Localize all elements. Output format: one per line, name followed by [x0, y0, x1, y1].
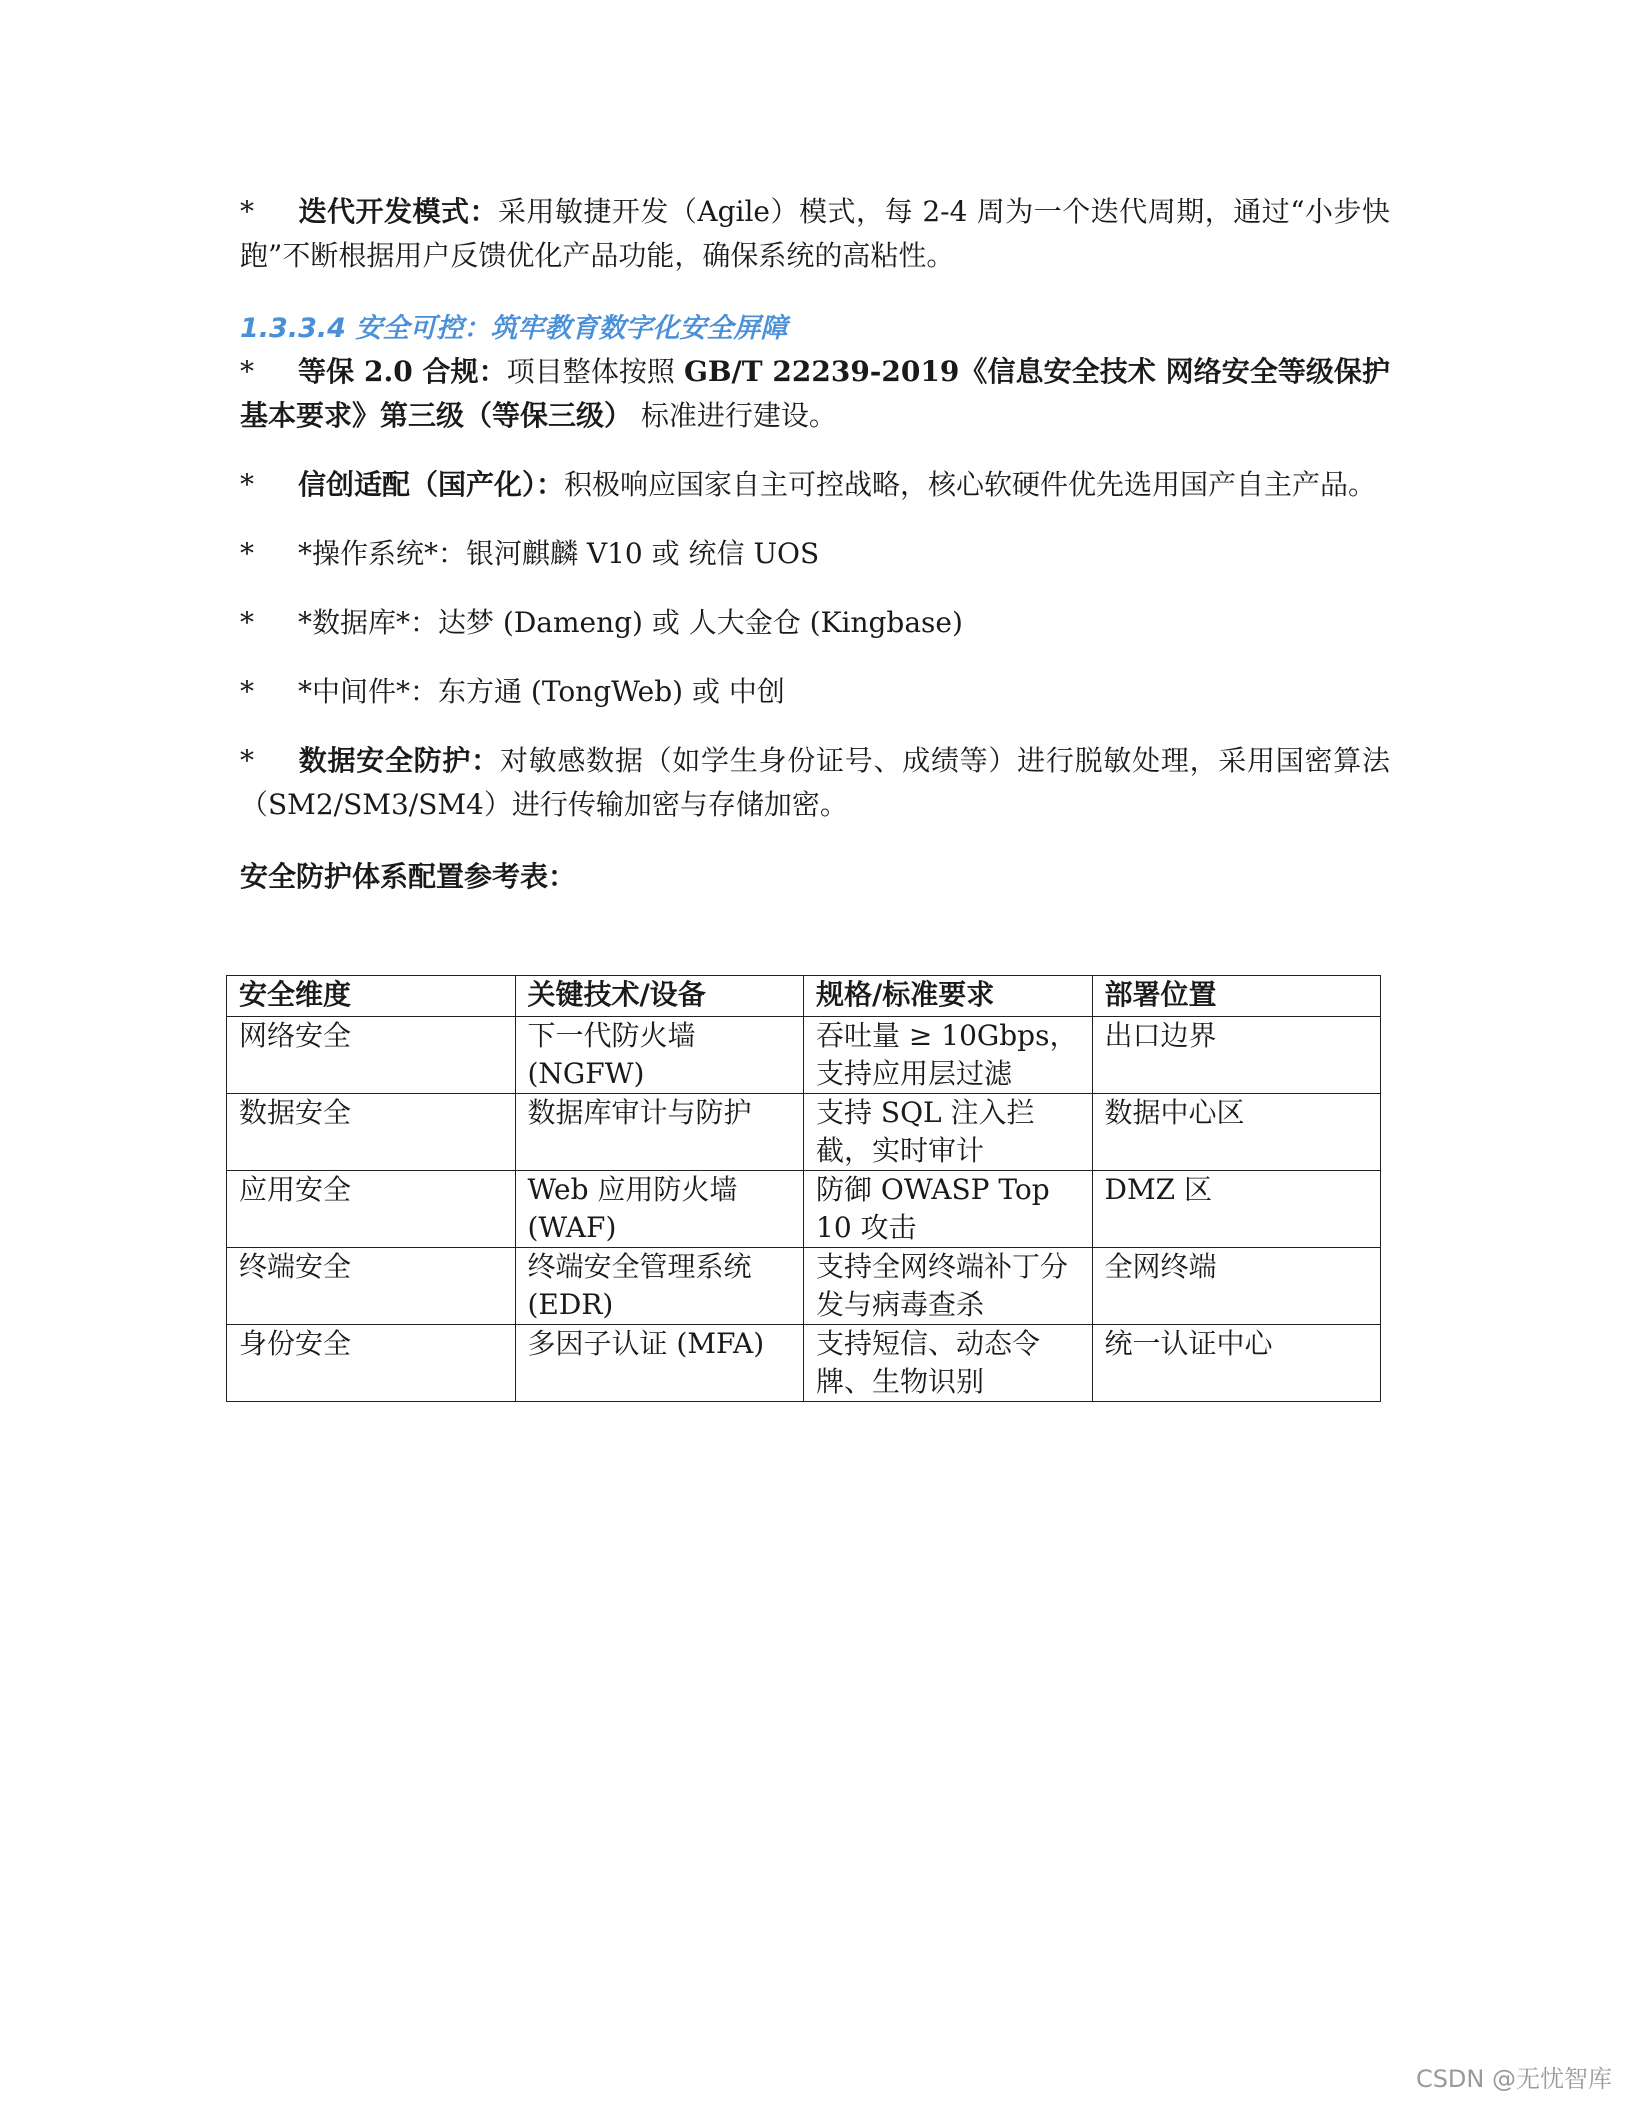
table-cell: 数据中心区	[1092, 1094, 1381, 1171]
label-colon: ：	[469, 195, 498, 228]
table-cell: 应用安全	[227, 1171, 516, 1248]
bullet-marker: *	[240, 675, 254, 708]
table-cell: 身份安全	[227, 1325, 516, 1402]
table-cell: 终端安全	[227, 1248, 516, 1325]
paragraph-data-security	[240, 739, 1390, 827]
text-compliance-standard: GB/T 22239-2019《信息安全技术 网络安全等级保护基本要求》第三级（等保三级）	[240, 355, 1390, 432]
label-colon: ：	[478, 355, 507, 388]
table-header-cell: 规格/标准要求	[804, 976, 1093, 1017]
label-iterative: 迭代开发模式	[298, 195, 470, 228]
text-middleware: *中间件*：东方通 (TongWeb) 或 中创	[298, 675, 785, 708]
table-cell: 吞吐量 ≥ 10Gbps，支持应用层过滤	[804, 1017, 1093, 1094]
table-cell: Web 应用防火墙 (WAF)	[515, 1171, 804, 1248]
table-cell: 终端安全管理系统 (EDR)	[515, 1248, 804, 1325]
table-row	[227, 1325, 1381, 1402]
table-cell: 数据安全	[227, 1094, 516, 1171]
table-header-cell: 关键技术/设备	[515, 976, 804, 1017]
bullet-marker: *	[240, 606, 254, 639]
text-os: *操作系统*：银河麒麟 V10 或 统信 UOS	[298, 537, 820, 570]
label-xinchuang: 信创适配（国产化）	[298, 468, 537, 501]
table-row	[227, 1017, 1381, 1094]
bullet-marker: *	[240, 537, 254, 570]
label-colon: ：	[536, 468, 565, 501]
list-item-database	[240, 601, 1390, 645]
table-cell: 支持 SQL 注入拦截，实时审计	[804, 1094, 1093, 1171]
text-compliance-plain: 项目整体按照	[506, 355, 684, 388]
table-cell: 防御 OWASP Top 10 攻击	[804, 1171, 1093, 1248]
table-cell: DMZ 区	[1092, 1171, 1381, 1248]
table-cell: 支持全网终端补丁分发与病毒查杀	[804, 1248, 1093, 1325]
list-item-middleware	[240, 670, 1390, 714]
table-cell: 数据库审计与防护	[515, 1094, 804, 1171]
table-cell: 多因子认证 (MFA)	[515, 1325, 804, 1402]
list-item-os	[240, 532, 1390, 576]
text-compliance-tail: 标准进行建设。	[632, 399, 837, 432]
table-row	[227, 1094, 1381, 1171]
table-cell: 网络安全	[227, 1017, 516, 1094]
bullet-marker: *	[240, 744, 254, 777]
paragraph-xinchuang	[240, 463, 1390, 507]
label-data-security: 数据安全防护	[298, 744, 472, 777]
text-iterative: 采用敏捷开发（Agile）模式，每 2-4 周为一个迭代周期，通过“小步快跑”不断根据用户反馈优化产品功能，确保系统的高粘性。	[240, 195, 1390, 272]
bullet-marker: *	[240, 195, 254, 228]
table-cell: 下一代防火墙 (NGFW)	[515, 1017, 804, 1094]
text-data-security: 对敏感数据（如学生身份证号、成绩等）进行脱敏处理，采用国密算法（SM2/SM3/SM4）进行传输加密与存储加密。	[240, 744, 1390, 821]
table-row	[227, 1248, 1381, 1325]
table-header-row	[227, 976, 1381, 1017]
table-title: 安全防护体系配置参考表：	[240, 860, 577, 893]
text-xinchuang: 积极响应国家自主可控战略，核心软硬件优先选用国产自主产品。	[564, 468, 1377, 501]
document-body	[240, 190, 1390, 927]
table-header-cell: 部署位置	[1092, 976, 1381, 1017]
bullet-marker: *	[240, 355, 254, 388]
security-config-table	[226, 975, 1381, 1402]
paragraph-iterative-development	[240, 190, 1390, 278]
table-cell: 出口边界	[1092, 1017, 1381, 1094]
table-row	[227, 1171, 1381, 1248]
text-database: *数据库*：达梦 (Dameng) 或 人大金仓 (Kingbase)	[298, 606, 963, 639]
label-compliance: 等保 2.0 合规	[298, 355, 479, 388]
table-header-cell: 安全维度	[227, 976, 516, 1017]
section-heading: 1.3.3.4 安全可控：筑牢教育数字化安全屏障	[240, 313, 788, 344]
table-cell: 全网终端	[1092, 1248, 1381, 1325]
table-cell: 支持短信、动态令牌、生物识别	[804, 1325, 1093, 1402]
table-cell: 统一认证中心	[1092, 1325, 1381, 1402]
label-colon: ：	[471, 744, 500, 777]
watermark: CSDN @无忧智库	[1415, 2065, 1612, 2093]
bullet-marker: *	[240, 468, 254, 501]
paragraph-compliance	[240, 350, 1390, 438]
